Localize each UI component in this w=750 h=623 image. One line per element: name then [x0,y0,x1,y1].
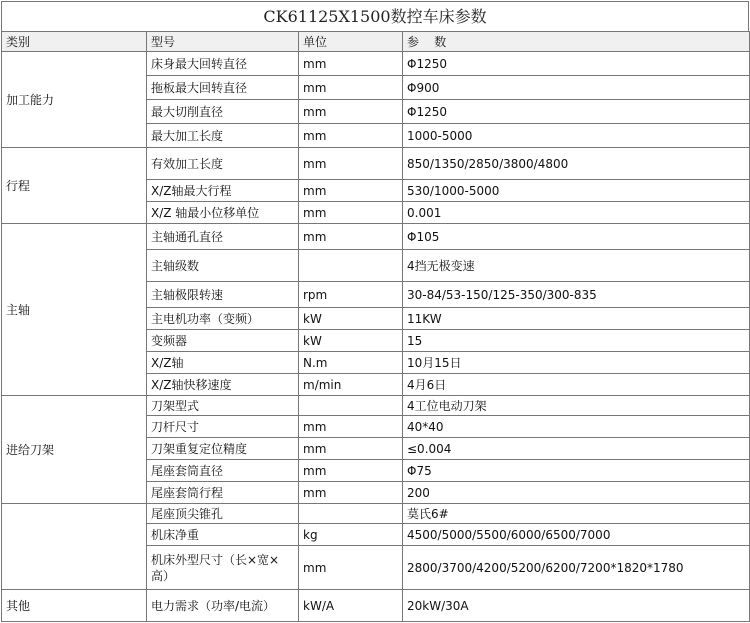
param-unit: mm [299,546,403,590]
param-unit: mm [299,460,403,482]
param-name: 主轴极限转速 [147,282,299,308]
category-cell: 行程 [2,148,147,224]
param-name: 刀架型式 [147,396,299,416]
param-value: 530/1000-5000 [403,180,750,202]
param-value: 4工位电动刀架 [403,396,750,416]
table-title: CK61125X1500数控车床参数 [1,1,749,31]
param-name: 拖板最大回转直径 [147,76,299,100]
param-name: 最大切削直径 [147,100,299,124]
param-name: 床身最大回转直径 [147,52,299,76]
param-name: 最大加工长度 [147,124,299,148]
param-unit [299,250,403,282]
param-unit: mm [299,76,403,100]
param-value: 4挡无极变速 [403,250,750,282]
param-name: 刀架重复定位精度 [147,438,299,460]
table-row [2,590,750,622]
category-cell [2,504,147,590]
table-row [2,504,750,524]
param-value: 4月6日 [403,374,750,396]
param-unit: mm [299,482,403,504]
param-value: Φ105 [403,224,750,250]
param-unit: N.m [299,352,403,374]
param-value: ≤0.004 [403,438,750,460]
param-unit: m/min [299,374,403,396]
param-unit: kW/A [299,590,403,622]
param-name: 有效加工长度 [147,148,299,180]
param-name: X/Z 轴最小位移单位 [147,202,299,224]
param-unit: kg [299,524,403,546]
param-unit: mm [299,416,403,438]
category-cell: 进给刀架 [2,396,147,504]
param-unit: kW [299,308,403,330]
param-value: Φ900 [403,76,750,100]
param-name: 尾座套筒直径 [147,460,299,482]
param-unit [299,504,403,524]
param-value: 15 [403,330,750,352]
param-name: 尾座顶尖锥孔 [147,504,299,524]
param-unit: mm [299,438,403,460]
category-cell: 主轴 [2,224,147,396]
param-value: 30-84/53-150/125-350/300-835 [403,282,750,308]
param-value: 20kW/30A [403,590,750,622]
param-unit: mm [299,180,403,202]
param-unit: rpm [299,282,403,308]
param-value: 2800/3700/4200/5200/6200/7200*1820*1780 [403,546,750,590]
spec-table [1,31,750,622]
header-unit: 单位 [299,32,403,52]
param-name: X/Z轴最大行程 [147,180,299,202]
header-model: 型号 [147,32,299,52]
param-name: 主电机功率（变频） [147,308,299,330]
param-unit: mm [299,52,403,76]
param-unit: kW [299,330,403,352]
param-name: 主轴通孔直径 [147,224,299,250]
table-row [2,396,750,416]
param-unit: mm [299,202,403,224]
param-unit [299,396,403,416]
param-unit: mm [299,124,403,148]
param-value: Φ1250 [403,100,750,124]
param-value: 10月15日 [403,352,750,374]
param-name: X/Z轴快移速度 [147,374,299,396]
param-value: 850/1350/2850/3800/4800 [403,148,750,180]
param-value: 4500/5000/5500/6000/6500/7000 [403,524,750,546]
param-value: 40*40 [403,416,750,438]
param-value: Φ1250 [403,52,750,76]
header-row [2,32,750,52]
param-name: 主轴级数 [147,250,299,282]
param-value: Φ75 [403,460,750,482]
param-name: 电力需求（功率/电流） [147,590,299,622]
param-value: 1000-5000 [403,124,750,148]
table-row [2,224,750,250]
category-cell: 其他 [2,590,147,622]
table-row [2,148,750,180]
param-unit: mm [299,224,403,250]
param-name: 刀杆尺寸 [147,416,299,438]
param-value: 11KW [403,308,750,330]
param-unit: mm [299,148,403,180]
param-name: 机床净重 [147,524,299,546]
param-name: 尾座套筒行程 [147,482,299,504]
table-row [2,52,750,76]
param-name: X/Z轴 [147,352,299,374]
category-cell: 加工能力 [2,52,147,148]
param-value: 200 [403,482,750,504]
param-value: 0.001 [403,202,750,224]
header-category: 类别 [2,32,147,52]
param-name: 机床外型尺寸（长×宽×高） [147,546,299,590]
spec-sheet [1,1,749,621]
param-unit: mm [299,100,403,124]
param-name: 变频器 [147,330,299,352]
header-value: 参 数 [403,32,750,52]
param-value: 莫氏6# [403,504,750,524]
